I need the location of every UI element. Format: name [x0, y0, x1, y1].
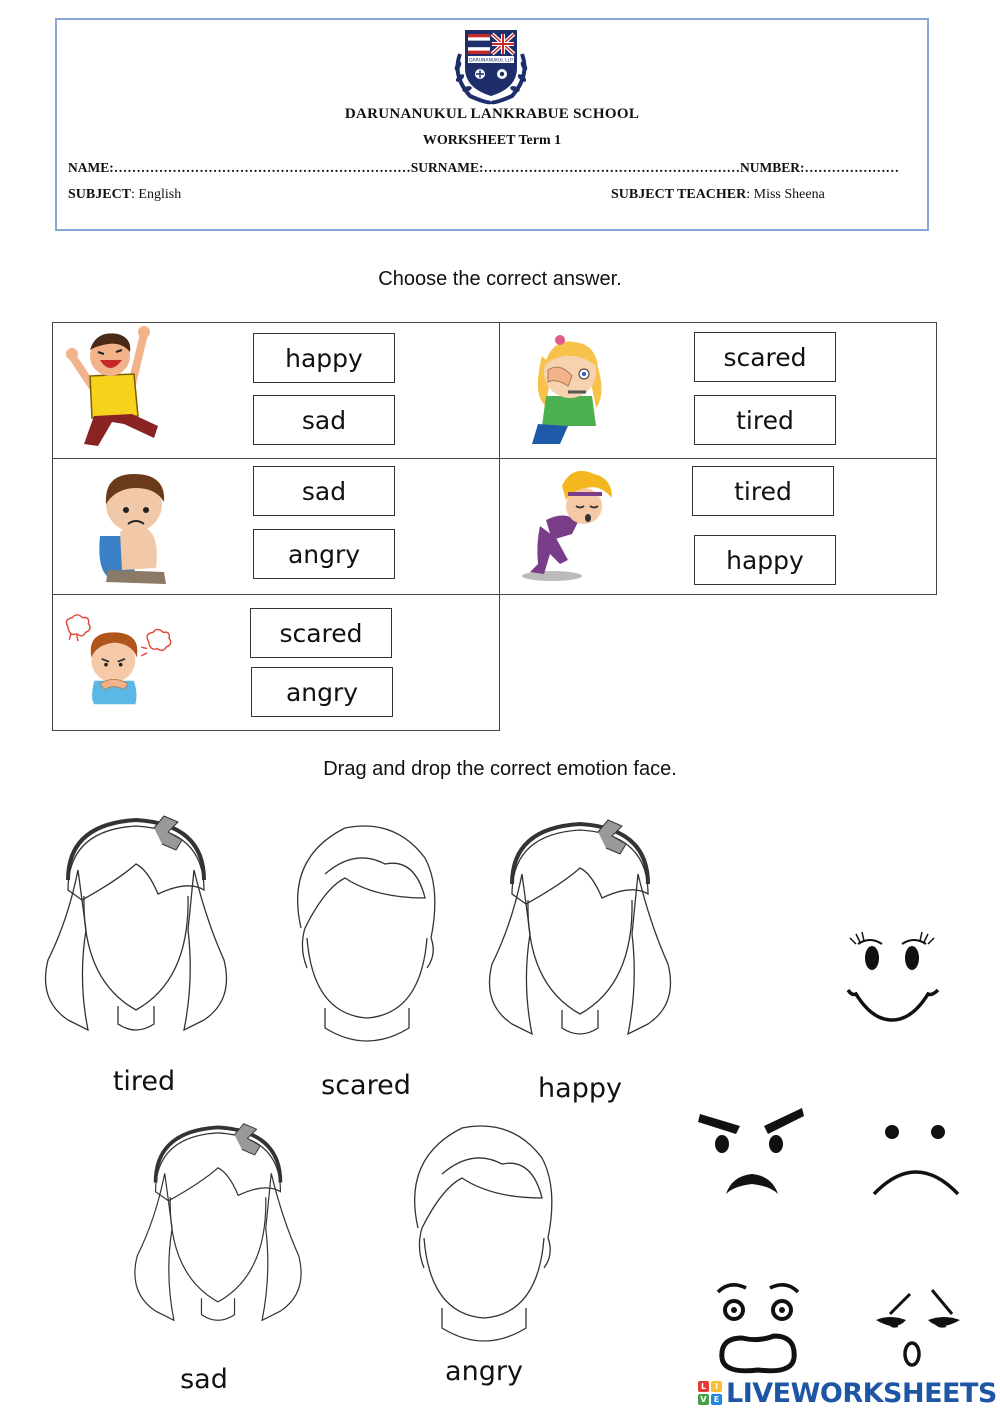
sad-emotion-face-tile[interactable] [870, 1122, 962, 1200]
badge-letter-l: L [698, 1381, 709, 1392]
girl-face-outline-sad[interactable] [128, 1108, 308, 1358]
liveworksheets-wordmark: LIVEWORKSHEETS [726, 1377, 997, 1409]
scared-girl-picture [512, 326, 622, 448]
subject-label: SUBJECT [68, 187, 132, 202]
option-angry-q5[interactable]: angry [251, 667, 393, 717]
student-info-line: NAME:…………………………………………………………SURNAME:…………………………………………………NUMBER:………………… [68, 160, 899, 175]
face-label-tired: tired [112, 1066, 176, 1097]
face-label-scared: scared [321, 1070, 411, 1101]
option-sad-q1[interactable]: sad [253, 395, 395, 445]
option-happy-q4[interactable]: happy [694, 535, 836, 585]
subject-value: : English [131, 187, 182, 202]
liveworksheets-logo [697, 1376, 997, 1410]
tired-emotion-face-tile[interactable] [870, 1284, 966, 1370]
option-scared-q2[interactable]: scared [694, 332, 836, 382]
badge-letter-v: V [698, 1394, 709, 1405]
choose-instruction: Choose the correct answer. [378, 268, 622, 290]
surname-label: SURNAME: [410, 160, 484, 175]
angry-emotion-face-tile[interactable] [696, 1106, 806, 1198]
drag-instruction: Drag and drop the correct emotion face. [323, 758, 677, 780]
girl-face-outline-happy[interactable] [482, 814, 678, 1064]
live-badge-icon [697, 1380, 723, 1406]
boy-face-outline-angry[interactable] [402, 1118, 562, 1354]
worksheet-term: WORKSHEET Term 1 [422, 133, 562, 148]
option-scared-q5[interactable]: scared [250, 608, 392, 658]
happy-emotion-face-tile[interactable] [842, 928, 942, 1024]
name-label: NAME: [68, 160, 114, 175]
boy-face-outline-scared[interactable] [285, 818, 445, 1054]
badge-letter-e: E [711, 1394, 722, 1405]
option-angry-q3[interactable]: angry [253, 529, 395, 579]
teacher-label: SUBJECT TEACHER [611, 187, 747, 202]
excited-boy-picture [62, 326, 172, 448]
teacher-line [611, 187, 825, 203]
option-tired-q4[interactable]: tired [692, 466, 834, 516]
face-label-happy: happy [538, 1073, 622, 1104]
face-label-angry: angry [445, 1356, 523, 1387]
school-name: DARUNANUKUL LANKRABUE SCHOOL [344, 106, 640, 122]
tired-woman-picture [516, 464, 626, 586]
option-tired-q2[interactable]: tired [694, 395, 836, 445]
scared-emotion-face-tile[interactable] [712, 1278, 804, 1376]
school-crest-logo [448, 24, 534, 106]
option-happy-q1[interactable]: happy [253, 333, 395, 383]
option-sad-q3[interactable]: sad [253, 466, 395, 516]
face-label-sad: sad [180, 1364, 228, 1395]
teacher-value: : Miss Sheena [746, 187, 825, 202]
girl-face-outline-tired[interactable] [38, 810, 234, 1060]
subject-line [68, 187, 181, 203]
badge-letter-i: I [711, 1381, 722, 1392]
number-label: NUMBER: [740, 160, 805, 175]
angry-boy-picture [62, 600, 172, 722]
crest-banner-text: DARUNANUKUL LLP [469, 58, 513, 64]
sad-boy-picture [86, 466, 196, 588]
